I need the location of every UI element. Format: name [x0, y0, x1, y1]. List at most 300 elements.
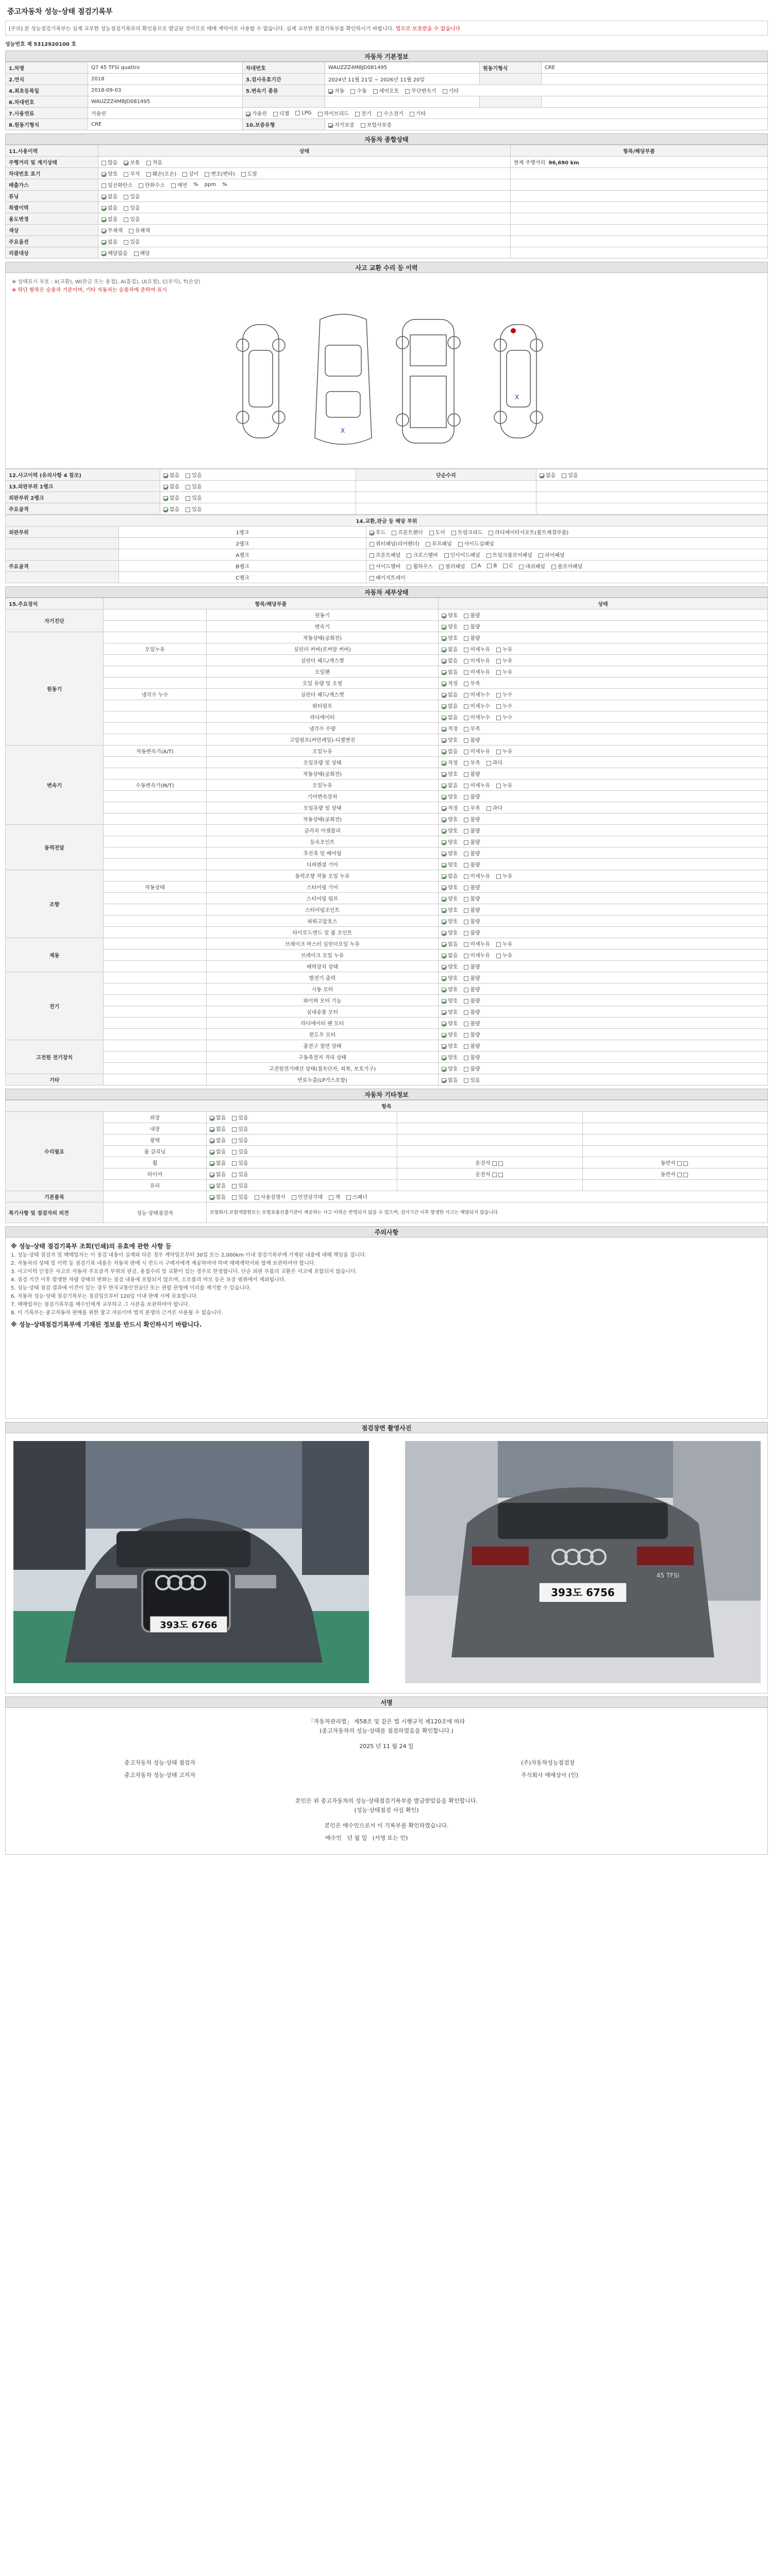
- checkbox[interactable]: [295, 111, 300, 115]
- detail-row: 스티어링 펌프 양호 불량: [6, 893, 768, 904]
- option-0: 양호: [442, 860, 458, 868]
- option-1: 있음: [232, 1193, 248, 1200]
- checkbox[interactable]: [163, 473, 168, 478]
- option-1: 미세누수: [464, 713, 490, 721]
- checkbox[interactable]: [442, 784, 446, 788]
- option-1: 탄화수소: [139, 181, 165, 189]
- option-1: 있음: [232, 1113, 248, 1121]
- checkbox[interactable]: [210, 1139, 214, 1143]
- checkbox[interactable]: [442, 988, 446, 992]
- checkbox[interactable]: [464, 818, 468, 822]
- checkbox[interactable]: [539, 553, 543, 558]
- checkbox[interactable]: [442, 659, 446, 664]
- checkbox[interactable]: [442, 965, 446, 970]
- checkbox[interactable]: [562, 473, 566, 478]
- checkbox[interactable]: [464, 738, 468, 743]
- option-0: 없음: [163, 482, 179, 490]
- option-2: 누유: [496, 656, 512, 664]
- checkbox[interactable]: [496, 750, 501, 754]
- checkbox[interactable]: [273, 112, 278, 116]
- checkbox[interactable]: [439, 565, 444, 569]
- checkbox[interactable]: [442, 976, 446, 981]
- front-plate-text: 393도 6766: [160, 1620, 217, 1631]
- checkbox[interactable]: [464, 874, 468, 879]
- checkbox[interactable]: [464, 954, 468, 958]
- checkbox[interactable]: [146, 172, 151, 177]
- checkbox[interactable]: [369, 576, 374, 581]
- part-option: 쿼터패널(리어펜더): [369, 539, 419, 547]
- option-0: 양호: [102, 170, 117, 177]
- svg-text:X: X: [341, 427, 345, 434]
- checkbox[interactable]: [442, 897, 446, 902]
- other-row: 타이어 없음 있음 운전석 동반석: [6, 1168, 768, 1180]
- option-1: 미세누유: [464, 656, 490, 664]
- checkbox[interactable]: [232, 1116, 237, 1121]
- checkbox[interactable]: [442, 636, 446, 641]
- checkbox[interactable]: [540, 473, 544, 478]
- checkbox[interactable]: [129, 229, 133, 233]
- checkbox[interactable]: [442, 818, 446, 822]
- checkbox[interactable]: [496, 716, 501, 720]
- checkbox[interactable]: [210, 1127, 214, 1132]
- checkbox[interactable]: [232, 1150, 237, 1155]
- notice-text: [주의] 본 성능점검기록부는 실제 교부한 성능점검기록부의 확인용으로 발급된 것이므로 매매 계약서로 사용할 수 없습니다. 실제 교부한 점검기록부를 확인하시기 바랍니다.: [9, 26, 394, 32]
- checkbox[interactable]: [232, 1139, 237, 1143]
- checkbox[interactable]: [442, 682, 446, 686]
- option-0: 양호: [442, 883, 458, 891]
- part-option: 라디에이터서포트(볼트체결부품): [489, 528, 568, 536]
- option-0: 없음: [102, 238, 117, 245]
- general-head-3: 항목/해당부품: [511, 145, 768, 157]
- caution-title-1: ※ 성능·상태 점검기록부 조회(인쇄)의 유효에 관한 사항 등: [11, 1243, 172, 1250]
- checkbox[interactable]: [442, 716, 446, 720]
- checkbox[interactable]: [442, 614, 446, 618]
- checkbox[interactable]: [464, 852, 468, 856]
- detail-row: 작동상태 스티어링 기어 양호 불량: [6, 882, 768, 893]
- basic-row: 4.최초등록일 2018-09-03 5.변속기 종류 자동 수동 세미오토 무단변속기 기타: [6, 85, 768, 96]
- option-1: 불량: [464, 815, 480, 823]
- option-0: 양호: [442, 611, 458, 619]
- checkbox[interactable]: [442, 1056, 446, 1060]
- checkbox[interactable]: [496, 784, 501, 788]
- caution-notes: [5, 1238, 768, 1419]
- checkbox[interactable]: [241, 172, 246, 177]
- checkbox[interactable]: [369, 531, 374, 535]
- option-3: 무단변속기: [405, 87, 436, 94]
- option-1: 부족: [464, 758, 480, 766]
- detail-head-1: 15.주요장치: [6, 598, 104, 609]
- caution-item: 8. 이 기록부는 중고자동차 판매를 위한 참고 자료이며 법적 분쟁의 근거로 사용될 수 없습니다.: [11, 1310, 223, 1316]
- detail-row: 라디에이터 팬 모터 양호 불량: [6, 1018, 768, 1029]
- checkbox[interactable]: [464, 772, 468, 777]
- option-0: 없음: [210, 1181, 226, 1189]
- checkbox[interactable]: [496, 670, 501, 675]
- detail-row: 조향 동력조향 작동 오일 누유 없음 미세누유 누유: [6, 870, 768, 882]
- detail-row: 실린더 헤드/개스켓 없음 미세누유 누유: [6, 655, 768, 666]
- checkbox[interactable]: [442, 852, 446, 856]
- checkbox[interactable]: [464, 1044, 468, 1049]
- checkbox[interactable]: [442, 738, 446, 743]
- checkbox[interactable]: [551, 565, 556, 569]
- checkbox[interactable]: [210, 1161, 214, 1166]
- checkbox[interactable]: [210, 1150, 214, 1155]
- checkbox[interactable]: [102, 240, 106, 245]
- checkbox[interactable]: [464, 761, 468, 766]
- checkbox[interactable]: [442, 931, 446, 936]
- checkbox[interactable]: [186, 496, 190, 501]
- checkbox[interactable]: [464, 716, 468, 720]
- checkbox[interactable]: [486, 553, 491, 558]
- checkbox[interactable]: [328, 123, 333, 128]
- checkbox[interactable]: [464, 1033, 468, 1038]
- checkbox[interactable]: [124, 172, 128, 177]
- checkbox[interactable]: [464, 897, 468, 902]
- checkbox[interactable]: [442, 795, 446, 800]
- part-option: 트렁크리드: [451, 528, 482, 536]
- checkbox[interactable]: [464, 942, 468, 947]
- option-2: 누유: [496, 872, 512, 879]
- checkbox[interactable]: [210, 1195, 214, 1200]
- checkbox[interactable]: [355, 112, 360, 116]
- option-1: 있음: [232, 1181, 248, 1189]
- checkbox[interactable]: [407, 553, 411, 558]
- option-1: 있음: [124, 238, 140, 245]
- detail-row: 작동상태(공회전) 양호 불량: [6, 768, 768, 779]
- checkbox[interactable]: [410, 112, 414, 116]
- seller-name: 주식회사 매매상사 (인): [521, 1772, 579, 1778]
- parts-row: 주요골격 B랭크 사이드멤버 휠하우스 필러패널 A B C 대쉬패널 플로어패널: [6, 561, 768, 572]
- rear-plate-text: 393도 6756: [551, 1586, 615, 1599]
- checkbox[interactable]: [464, 886, 468, 890]
- other-row: 휠 없음 있음 운전석 동반석: [6, 1157, 768, 1168]
- part-option: 사이드실패널: [458, 539, 494, 547]
- checkbox[interactable]: [464, 659, 468, 664]
- checkbox[interactable]: [369, 553, 374, 558]
- checkbox[interactable]: [442, 1078, 446, 1083]
- checkbox[interactable]: [464, 648, 468, 652]
- general-head-1: 11.사용이력: [6, 145, 98, 157]
- checkbox[interactable]: [464, 988, 468, 992]
- option-1: 미세누유: [464, 747, 490, 755]
- checkbox[interactable]: [464, 704, 468, 709]
- checkbox[interactable]: [464, 908, 468, 913]
- checkbox[interactable]: [369, 542, 374, 547]
- checkbox[interactable]: [464, 1078, 468, 1083]
- general-row: 특별이력 없음 있음: [6, 202, 768, 213]
- part-option: 필러패널: [439, 562, 465, 570]
- checkbox[interactable]: [464, 682, 468, 686]
- checkbox[interactable]: [496, 704, 501, 709]
- checkbox[interactable]: [464, 795, 468, 800]
- checkbox[interactable]: [442, 693, 446, 698]
- checkbox[interactable]: [373, 89, 378, 94]
- checkbox[interactable]: [464, 670, 468, 675]
- checkbox[interactable]: [361, 123, 365, 128]
- checkbox[interactable]: [442, 727, 446, 732]
- checkbox[interactable]: [464, 784, 468, 788]
- checkbox[interactable]: [442, 761, 446, 766]
- part-option: 인사이드패널: [444, 551, 480, 558]
- checkbox[interactable]: [442, 829, 446, 834]
- checkbox[interactable]: [171, 183, 176, 188]
- checkbox[interactable]: [163, 496, 168, 501]
- accident-row: 13.외판부위 1랭크 없음 있음: [6, 481, 768, 492]
- checkbox[interactable]: [464, 1056, 468, 1060]
- checkbox[interactable]: [464, 1067, 468, 1072]
- checkbox[interactable]: [486, 806, 491, 811]
- checkbox[interactable]: [442, 670, 446, 675]
- detail-row: 원동기 작동상태(공회전) 양호 불량: [6, 632, 768, 643]
- checkbox[interactable]: [683, 1173, 688, 1177]
- checkbox[interactable]: [442, 908, 446, 913]
- option-0: 양호: [442, 1042, 458, 1049]
- checkbox[interactable]: [146, 161, 151, 165]
- option-1: 불량: [464, 634, 480, 641]
- checkbox[interactable]: [210, 1184, 214, 1189]
- checkbox[interactable]: [464, 625, 468, 630]
- checkbox[interactable]: [442, 806, 446, 811]
- option-1: 불량: [464, 611, 480, 619]
- checkbox[interactable]: [496, 648, 501, 652]
- checkbox[interactable]: [464, 965, 468, 970]
- option-0: 양호: [442, 736, 458, 743]
- option-0: 양호: [442, 792, 458, 800]
- checkbox[interactable]: [492, 1173, 497, 1177]
- checkbox[interactable]: [124, 240, 128, 245]
- option-0: 없음: [210, 1125, 226, 1132]
- checkbox[interactable]: [210, 1173, 214, 1177]
- checkbox[interactable]: [163, 485, 168, 489]
- general-head-2: 상태: [98, 145, 511, 157]
- checkbox[interactable]: [318, 112, 323, 116]
- checkbox[interactable]: [407, 565, 411, 569]
- checkbox[interactable]: [163, 507, 168, 512]
- checkbox[interactable]: [442, 1033, 446, 1038]
- checkbox[interactable]: [182, 172, 187, 177]
- checkbox[interactable]: [464, 999, 468, 1004]
- option-1: 미세누유: [464, 940, 490, 947]
- checkbox[interactable]: [232, 1195, 237, 1200]
- checkbox[interactable]: [442, 954, 446, 958]
- checkbox[interactable]: [496, 693, 501, 698]
- checkbox[interactable]: [186, 485, 190, 489]
- checkbox[interactable]: [442, 886, 446, 890]
- checkbox[interactable]: [442, 750, 446, 754]
- section-accident-header: 사고 교환 수리 등 이력: [5, 262, 768, 273]
- checkbox[interactable]: [329, 1195, 333, 1200]
- checkbox[interactable]: [246, 112, 250, 116]
- checkbox[interactable]: [442, 942, 446, 947]
- option-0: 양호: [442, 985, 458, 993]
- detail-row: 냉각수 누수 실린더 헤드/개스켓 없음 미세누수 누수: [6, 689, 768, 700]
- option-1: 불량: [464, 1030, 480, 1038]
- detail-row: 동력전달 클러치 어셈블리 양호 불량: [6, 825, 768, 836]
- checkbox[interactable]: [496, 659, 501, 664]
- checkbox[interactable]: [292, 1195, 296, 1200]
- checkbox[interactable]: [346, 1195, 351, 1200]
- checkbox[interactable]: [498, 1173, 503, 1177]
- option-4: 전기: [355, 109, 371, 117]
- checkbox[interactable]: [677, 1161, 682, 1166]
- checkbox[interactable]: [486, 761, 491, 766]
- other-row: 수리필요 외장 없음 있음: [6, 1112, 768, 1123]
- option-0: 자동: [328, 87, 344, 94]
- checkbox[interactable]: [102, 251, 106, 256]
- checkbox[interactable]: [255, 1195, 259, 1200]
- option-1: 불량: [464, 1019, 480, 1027]
- checkbox[interactable]: [232, 1127, 237, 1132]
- checkbox[interactable]: [350, 89, 355, 94]
- checkbox[interactable]: [102, 229, 106, 233]
- option-0: 양호: [442, 838, 458, 845]
- checkbox[interactable]: [124, 206, 128, 211]
- detail-row: 스티어링조인트 양호 불량: [6, 904, 768, 916]
- option-0: 없음: [102, 192, 117, 200]
- checkbox[interactable]: [442, 648, 446, 652]
- document-page: [5, 5, 768, 1855]
- detail-row: 라디에이터 없음 미세누수 누수: [6, 711, 768, 723]
- checkbox[interactable]: [464, 614, 468, 618]
- parts-row: 2랭크 쿼터패널(리어펜더) 루프패널 사이드실패널: [6, 538, 768, 549]
- checkbox[interactable]: [464, 636, 468, 641]
- detail-row: 고전원전기배선 상태(접속단자, 피복, 보호기구) 양호 불량: [6, 1063, 768, 1074]
- checkbox[interactable]: [443, 89, 447, 94]
- checkbox[interactable]: [464, 931, 468, 936]
- option-2: 누유: [496, 645, 512, 653]
- checkbox[interactable]: [426, 542, 430, 547]
- option-3: 안전삼각대: [292, 1193, 323, 1200]
- checkbox[interactable]: [442, 840, 446, 845]
- checkbox[interactable]: [464, 840, 468, 845]
- checkbox[interactable]: [442, 920, 446, 924]
- checkbox[interactable]: [442, 874, 446, 879]
- sign-date: 2025 년 11 월 24 일: [359, 1743, 414, 1750]
- option-1: 있음: [232, 1125, 248, 1132]
- detail-row: 변속기 자동변속기(A/T) 오일누유 없음 미세누유 누유: [6, 745, 768, 757]
- option-0: 양호: [442, 1030, 458, 1038]
- checkbox[interactable]: [496, 954, 501, 958]
- checkbox[interactable]: [369, 565, 374, 569]
- checkbox[interactable]: [442, 1022, 446, 1026]
- checkbox[interactable]: [458, 542, 463, 547]
- option-0: 없음: [442, 747, 458, 755]
- receipt-line-2: (성능·상태점검 사실 확인): [354, 1807, 419, 1814]
- checkbox[interactable]: [102, 183, 106, 188]
- option-1: 보통: [124, 158, 140, 166]
- checkbox[interactable]: [124, 195, 128, 199]
- option-0: 없음: [442, 951, 458, 959]
- checkbox[interactable]: [102, 161, 106, 165]
- checkbox[interactable]: [464, 1022, 468, 1026]
- accident-table: [5, 469, 768, 515]
- checkbox[interactable]: [124, 161, 128, 165]
- other-row: 내장 없음 있음: [6, 1123, 768, 1134]
- option-0: 양호: [442, 906, 458, 913]
- option-5: 수소전기: [377, 109, 404, 117]
- checkbox[interactable]: [442, 772, 446, 777]
- checkbox[interactable]: [464, 863, 468, 868]
- checkbox[interactable]: [442, 1067, 446, 1072]
- option-2: 누수: [496, 690, 512, 698]
- checkbox[interactable]: [210, 1116, 214, 1121]
- option-0: 없음: [102, 204, 117, 211]
- checkbox[interactable]: [232, 1161, 237, 1166]
- checkbox[interactable]: [102, 195, 106, 199]
- checkbox[interactable]: [489, 531, 493, 535]
- seller-label: 중고자동차 성능·상태 고지자: [124, 1772, 196, 1778]
- checkbox[interactable]: [442, 1044, 446, 1049]
- checkbox[interactable]: [205, 172, 209, 177]
- checkbox[interactable]: [464, 750, 468, 754]
- checkbox[interactable]: [503, 564, 508, 568]
- checkbox[interactable]: [442, 999, 446, 1004]
- option-1: 불량: [464, 883, 480, 891]
- checkbox[interactable]: [464, 1010, 468, 1015]
- checkbox[interactable]: [472, 564, 476, 568]
- parts-header: 14.교환,판금 등 해당 부위: [6, 515, 768, 527]
- sign-line-1: 「자동차관리법」 제58조 및 같은 법 시행규칙 제120조에 따라: [308, 1718, 465, 1725]
- checkbox[interactable]: [232, 1173, 237, 1177]
- checkbox[interactable]: [487, 564, 492, 568]
- checkbox[interactable]: [464, 829, 468, 834]
- checkbox[interactable]: [134, 251, 139, 256]
- checkbox[interactable]: [492, 1161, 497, 1166]
- option-1: 불량: [464, 792, 480, 800]
- checkbox[interactable]: [464, 976, 468, 981]
- parts-row: A랭크 프론트패널 크로스멤버 인사이드패널 트렁크플로어패널 리어패널: [6, 549, 768, 561]
- checkbox[interactable]: [464, 693, 468, 698]
- section-caution-header: 주의사항: [5, 1226, 768, 1238]
- option-1: 불량: [464, 894, 480, 902]
- checkbox[interactable]: [496, 874, 501, 879]
- checkbox[interactable]: [451, 531, 456, 535]
- checkbox[interactable]: [442, 1010, 446, 1015]
- checkbox[interactable]: [496, 942, 501, 947]
- checkbox[interactable]: [519, 565, 524, 569]
- checkbox[interactable]: [429, 531, 434, 535]
- checkbox[interactable]: [444, 553, 449, 558]
- checkbox[interactable]: [102, 172, 106, 177]
- checkbox[interactable]: [124, 217, 128, 222]
- option-1: 불량: [464, 985, 480, 993]
- checkbox[interactable]: [392, 531, 396, 535]
- checkbox[interactable]: [442, 863, 446, 868]
- checkbox[interactable]: [442, 625, 446, 630]
- checkbox[interactable]: [186, 473, 190, 478]
- checkbox[interactable]: [464, 727, 468, 732]
- checkbox[interactable]: [405, 89, 410, 94]
- checkbox[interactable]: [498, 1161, 503, 1166]
- checkbox[interactable]: [464, 920, 468, 924]
- checkbox[interactable]: [328, 89, 333, 94]
- checkbox[interactable]: [464, 806, 468, 811]
- part-option: 트렁크플로어패널: [486, 551, 532, 558]
- checkbox[interactable]: [683, 1161, 688, 1166]
- checkbox[interactable]: [139, 183, 143, 188]
- checkbox[interactable]: [377, 112, 382, 116]
- part-option: 도어: [429, 528, 445, 536]
- checkbox[interactable]: [186, 507, 190, 512]
- section-basic-header: 자동차 기본정보: [5, 50, 768, 62]
- checkbox[interactable]: [232, 1184, 237, 1189]
- option-0: 없음: [442, 668, 458, 675]
- checkbox[interactable]: [442, 704, 446, 709]
- checkbox[interactable]: [677, 1173, 682, 1177]
- option-2: 매연: [171, 181, 187, 189]
- checkbox[interactable]: [102, 206, 106, 211]
- checkbox[interactable]: [102, 217, 106, 222]
- option-0: 양호: [442, 826, 458, 834]
